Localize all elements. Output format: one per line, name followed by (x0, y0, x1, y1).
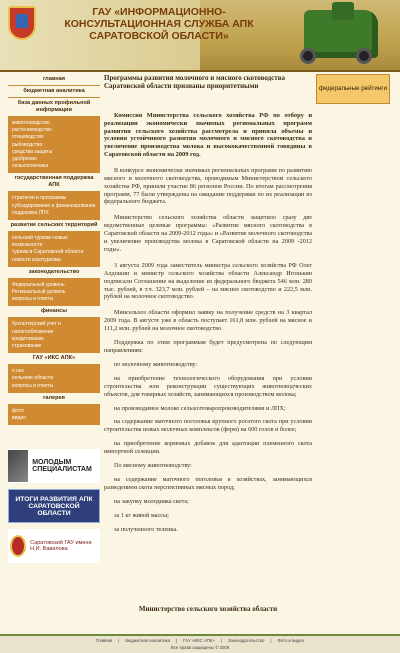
article-signature: Министерство сельского хозяйства области (138, 605, 278, 613)
article-paragraph: 3 августа 2009 года заместитель министра сельского хозяйства РФ Олег Алдошин и министр сельского хозяйства области Александр Игонькин подписали Соглашение на выделение из федерального бюджета 546 млн. 280 тыс. рублей, в т.ч. 323,7 млн. рублей – на мясное скотоводство и 222,5 млн. рублей на молочное скотоводство. (104, 261, 312, 301)
nav-item[interactable]: фото (12, 407, 24, 414)
nav-item[interactable]: кредитование (12, 335, 45, 342)
nav-finance-list (8, 318, 100, 353)
nav-item[interactable]: о нас (12, 368, 25, 375)
nav-item[interactable]: животноводство (12, 120, 50, 126)
article-paragraph: на содержание маточного поголовья крупного рогатого скота при условии строительства новых молочных комплексов (ферм) на 600 голов и более; (104, 418, 312, 434)
combine-cab-image (332, 2, 354, 20)
left-column (8, 74, 100, 569)
banner-list (8, 449, 100, 563)
federal-ratings-banner[interactable] (316, 74, 390, 104)
footer-link[interactable]: Законодательство (227, 638, 265, 643)
footer-separator: | (175, 638, 178, 643)
site-header (0, 0, 400, 72)
banner-label: Саратовский ГАУ имени Н.И. Вавилова (30, 540, 92, 553)
article-paragraph: В конкурсе экономически значимых региональных программ по развитию мясного и молочного скотоводства, проводимым Министерством сельского хозяйства РФ, приняли участие 86 регионов России. По итогам рассмотрения программ, 77 были утверждены на ожидание поддержки по их реализации из федерального бюджета. (104, 166, 312, 206)
article-paragraph: на закупку молодняка скота; (114, 497, 189, 505)
article-title: Программы развития молочного и мясного скотоводства Саратовской области признаны приоритетными (104, 74, 286, 90)
footer-separator: | (270, 638, 272, 643)
young-specialists-banner[interactable] (8, 449, 100, 483)
combine-wheel-icon (300, 48, 316, 64)
footer-link[interactable]: ГАУ «ИКС АПК» (183, 638, 215, 643)
footer-separator: | (118, 638, 120, 643)
nav-item[interactable]: субсидирование и финансирование (12, 202, 96, 209)
footer-link[interactable]: Главная (95, 638, 113, 643)
nav-profile-list (8, 117, 100, 173)
article-paragraph: на производимое молоко сельхозтоваропроизводителями и ЛПХ; (114, 404, 286, 412)
article-paragraph: по молочному животноводству: (114, 360, 198, 368)
agro-results-banner[interactable] (8, 489, 100, 523)
nav-item[interactable]: Региональный уровень (12, 289, 66, 296)
footer-link[interactable]: Фото и видео (277, 638, 305, 643)
article-paragraph: на содержание маточного поголовья в хозяйствах, занимающихся разведением скота перспективных мясных пород; (104, 475, 312, 491)
article-paragraph: за 1 кг живой массы; (114, 511, 169, 519)
article-paragraph: Минсельхоз области оформил заявку на получение средств на 3 квартал 2009 года. В августе уже в область поступает 161,8 млн. рублей на мясное и 111,2 млн. рублей на молочное скотоводство. (104, 309, 312, 333)
nav-item[interactable]: вопросы и ответы (12, 382, 54, 389)
site-footer (0, 634, 400, 653)
nav-item[interactable]: Федеральный уровень (12, 281, 65, 288)
article-paragraph: Поддержка по этим программам будет предусмотрена по следующим направлениям: (104, 339, 312, 354)
region-crest-logo (8, 6, 36, 40)
combine-wheel-icon (356, 48, 372, 64)
nav-item[interactable]: страхование (12, 343, 42, 350)
article-paragraph: Министерство сельского хозяйства области защитило сразу две ведомственные целевые программы: «Развитие мясного скотоводства в Саратовской области на 2009-2012 годы» и «Развитие молочного скотоводства и увеличение производства молока в Саратовской области на 2009 -2012 годы». (104, 214, 312, 253)
banner-label: ИТОГИ РАЗВИТИЯ АПК САРАТОВСКОЙ ОБЛАСТИ (15, 495, 93, 517)
article-paragraph: на приобретение технологического оборудования при условии строительства или реконструкции существующих животноводческих объектов, для товарных хозяйств, занимающихся производством молока; (104, 374, 312, 398)
site-title: ГАУ «ИНФОРМАЦИОННО-КОНСУЛЬТАЦИОННАЯ СЛУЖБА АПК САРАТОВСКОЙ ОБЛАСТИ» (64, 6, 254, 42)
footer-links (0, 636, 400, 643)
nav-law-list (8, 279, 100, 307)
banner-photo (8, 450, 28, 482)
nav-item[interactable]: вопросы и ответы (12, 296, 54, 303)
nav-item[interactable]: бухгалтерский учет и налогообложение (12, 321, 61, 335)
nav-item[interactable]: растениеводство (12, 127, 52, 134)
nav-gau[interactable]: ГАУ «ИКС АПК» (8, 353, 100, 365)
nav-finance[interactable]: финансы (8, 306, 100, 318)
nav-analytics[interactable]: бюджетная аналитика (8, 86, 100, 98)
nav-item[interactable]: туризм в Саратовской области (12, 249, 84, 256)
nav-item[interactable]: стратегии и программы (12, 195, 67, 202)
nav-item[interactable]: сельский туризм–новые возможности (12, 235, 68, 249)
banner-label: федеральные рейтинги (319, 85, 387, 93)
university-seal-icon (10, 535, 26, 557)
support-directions (104, 339, 312, 533)
nav-profile-db[interactable]: база данных профильной информации (8, 98, 100, 117)
nav-gallery[interactable]: галерея (8, 393, 100, 405)
article-paragraph: на приобретение кормовых добавок для адаптации племенного скота импортной селекции. (104, 440, 312, 456)
nav-item[interactable]: рыбоводство (12, 141, 43, 148)
nav-rural-dev[interactable]: развитие сельских территорий (8, 220, 100, 232)
nav-item[interactable]: видео (12, 415, 26, 422)
article (104, 74, 312, 534)
nav-item[interactable]: птицеводство (12, 134, 44, 141)
sidebar-nav (8, 74, 100, 425)
nav-item[interactable]: сельхозтехника (12, 163, 49, 170)
nav-item[interactable]: средства защиты (12, 148, 53, 155)
copyright: Все права защищены © 2009 (170, 645, 230, 650)
banner-label: МОЛОДЫМ СПЕЦИАЛИСТАМ (32, 459, 92, 474)
article-paragraph: за полученного теленка. (114, 525, 178, 533)
nav-gov-support[interactable]: государственная поддержка АПК (8, 173, 100, 192)
nav-item[interactable]: поддержка ЛПХ (12, 209, 49, 216)
nav-rural-list (8, 232, 100, 267)
nav-item[interactable]: сельские области (12, 375, 53, 382)
nav-gallery-list (8, 405, 100, 425)
university-banner[interactable] (8, 529, 100, 563)
article-paragraph: По мясному животноводству: (114, 462, 192, 470)
footer-link[interactable]: Бюджетная аналитика (125, 638, 170, 643)
nav-gau-list (8, 365, 100, 393)
nav-main[interactable]: главная (8, 74, 100, 86)
nav-law[interactable]: законодательство (8, 267, 100, 279)
footer-separator: | (220, 638, 222, 643)
nav-item[interactable]: удобрения (12, 156, 37, 163)
article-lead: Комиссия Министерства сельского хозяйства РФ по отбору и реализации экономически значимых региональных программ развития сельского хозяйства рассмотрела и приняла объемы и условия устойчивого развития молочного и мясного скотоводства и увеличение производства молока и высококачественной говядины в Саратовской области на 2009 год. (104, 112, 312, 158)
nav-gov-list (8, 192, 100, 220)
nav-item[interactable]: новости агротуризма (12, 256, 61, 263)
